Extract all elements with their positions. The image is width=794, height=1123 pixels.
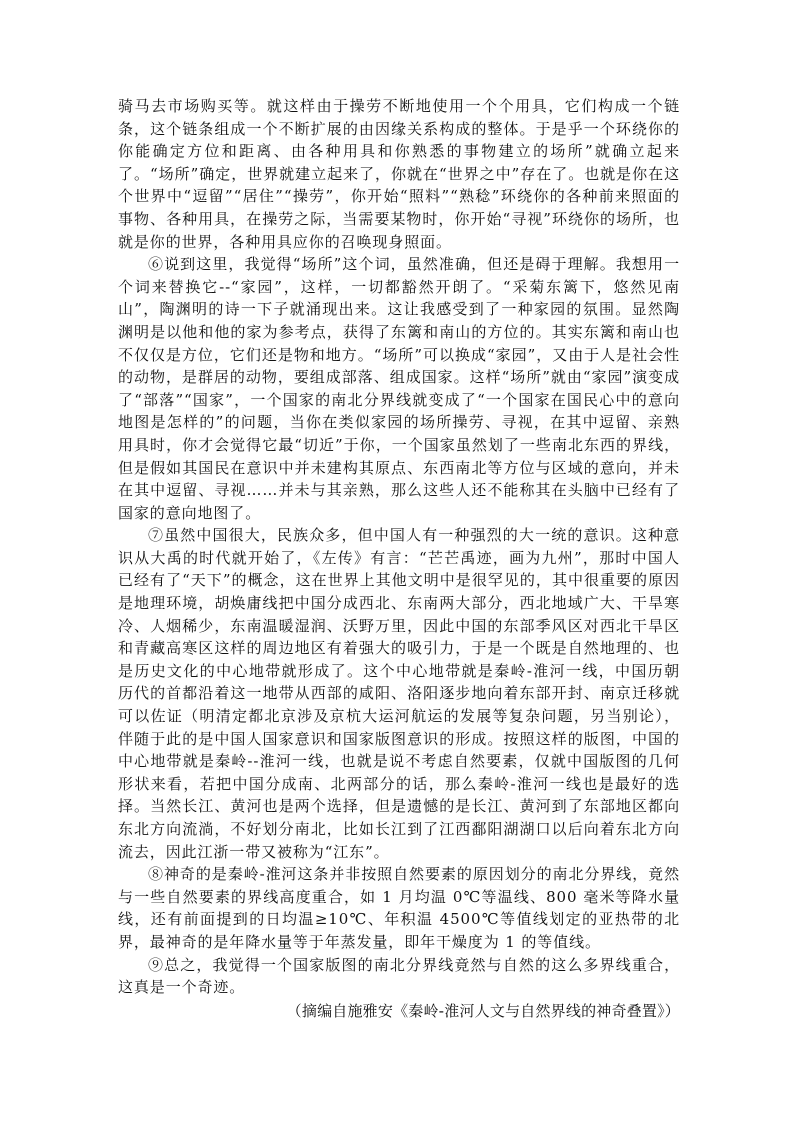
paragraph-9: ⑨总之，我觉得一个国家版图的南北分界线竟然与自然的这么多界线重合，这真是一个奇迹。 [118, 955, 680, 997]
paragraph-7: ⑦虽然中国很大，民族众多，但中国人有一种强烈的大一统的意识。这种意识从大禹的时代就开始了，《左传》有言：“芒芒禹迹，画为九州”，那时中国人已经有了“天下”的概念，这在世界上其他文明中是很罕见的，其中很重要的原因是地理环境，胡焕庸线把中国分成西北、东南两大部分，西北地域广大、干旱寒冷、人烟稀少，东南温暖湿润、沃野万里，因此中国的东部季风区对西北干旱区和青藏高寒区这样的周边地区有着强大的吸引力，于是一个既是自然地理的、也是历史文化的中心地带就形成了。这个中心地带就是秦岭-淮河一线，中国历朝历代的首都沿着这一地带从西部的咸阳、洛阳逐步地向着东部开封、南京迁移就可以佐证（明清定都北京涉及京杭大运河航运的发展等复杂问题，另当别论），伴随于此的是中国人国家意识和国家版图意识的形成。按照这样的版图，中国的中心地带就是秦岭--淮河一线，也就是说不考虑自然要素，仅就中国版图的几何形状来看，若把中国分成南、北两部分的话，那么秦岭-淮河一线也是最好的选择。当然长江、黄河也是两个选择，但是遗憾的是长江、黄河到了东部地区都向东北方向流淌，不好划分南北，比如长江到了江西鄱阳湖湖口以后向着东北方向流去，因此江浙一带又被称为“江东”。 [118, 526, 680, 861]
paragraph-continued: 骑马去市场购买等。就这样由于操劳不断地使用一个个用具，它们构成一个链条，这个链条组成一个不断扩展的由因缘关系构成的整体。于是乎一个环绕你的你能确定方位和距离、由各种用具和你熟悉的事物建立的场所”就确立起来了。“场所”确定，世界就建立起来了，你就在“世界之中”存在了。也就是你在这个世界中“逗留”“居住”“操劳”，你开始“照料”“熟稔”环绕你的各种前来照面的事物、各种用具，在操劳之际，当需要某物时，你开始“寻视”环绕你的场所，也就是你的世界，各种用具应你的召唤现身照面。 [118, 97, 680, 251]
paragraph-6: ⑥说到这里，我觉得“场所”这个词，虽然准确，但还是碍于理解。我想用一个词来替换它--“家园”，这样，一切都豁然开朗了。“采菊东篱下，悠然见南山”，陶渊明的诗一下子就涌现出来。这让我感受到了一种家园的氛围。显然陶渊明是以他和他的家为参考点，获得了东篱和南山的方位的。其实东篱和南山也不仅仅是方位，它们还是物和地方。“场所”可以换成“家园”，又由于人是社会性的动物，是群居的动物，要组成部落、组成国家。这样“场所”就由“家园”演变成了“部落”“国家”，一个国家的南北分界线就变成了“一个国家在国民心中的意向地图是怎样的”的问题，当你在类似家园的场所操劳、寻视，在其中逗留、亲熟用具时，你才会觉得它最“切近”于你，一个国家虽然划了一些南北东西的界线，但是假如其国民在意识中并未建构其原点、东西南北等方位与区域的意向，并未在其中逗留、寻视……并未与其亲熟，那么这些人还不能称其在头脑中已经有了国家的意向地图了。 [118, 255, 680, 522]
article-body [118, 95, 680, 1022]
paragraph-8: ⑧神奇的是秦岭-淮河这条并非按照自然要素的原因划分的南北分界线，竟然与一些自然要素的界线高度重合，如 1 月均温 0℃等温线、800 毫米等降水量线，还有前面提到的日均温≥10℃、年积温 4500℃等值线划定的亚热带的北界，最神奇的是年降水量等于年蒸发量，即年干燥度为 1 的等值线。 [118, 865, 680, 951]
source-citation: （摘编自施雅安《秦岭-淮河人文与自然界线的神奇叠置》） [286, 1001, 680, 1020]
